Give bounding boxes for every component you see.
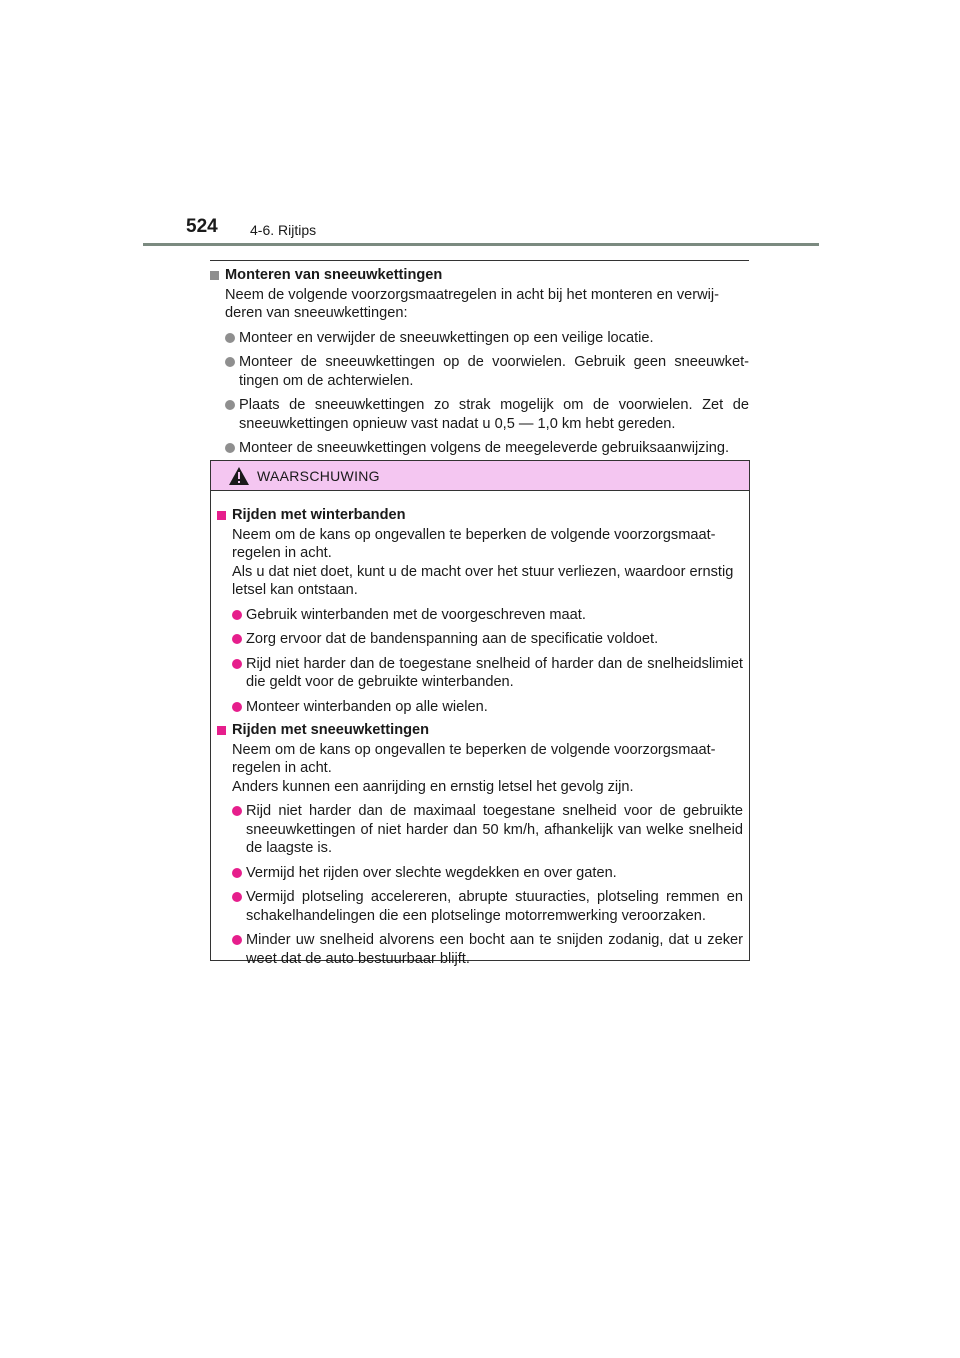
round-bullet-icon [225, 357, 235, 367]
warning-label: WAARSCHUWING [257, 468, 380, 484]
warning-triangle-icon [228, 466, 250, 486]
list-item: Zorg ervoor dat de bandenspanning aan de specificatie voldoet. [217, 630, 743, 649]
round-bullet-icon [225, 400, 235, 410]
winter-tires-consequence: Als u dat niet doet, kunt u de macht over het stuur verliezen, waardoor ernstig letsel kan ontstaan. [232, 563, 734, 598]
round-bullet-icon [232, 610, 242, 620]
snow-chains-warning-consequence: Anders kunnen een aanrijding en ernstig letsel het gevolg zijn. [232, 778, 634, 795]
warning-body [211, 491, 749, 968]
round-bullet-icon [232, 892, 242, 902]
round-bullet-icon [232, 659, 242, 669]
page-number: 524 [186, 216, 218, 237]
square-bullet-icon [217, 726, 226, 735]
list-item: Vermijd het rijden over slechte wegdekken en over gaten. [217, 864, 743, 883]
snow-chains-section [210, 266, 749, 458]
list-item: Monteer de sneeuwkettingen volgens de meegeleverde gebruiksaanwijzing. [210, 439, 749, 458]
list-item: Rijd niet harder dan de maximaal toegestane snelheid voor de gebruikte sneeuwkettingen of niet harder dan 50 km/h, afhankelijk van welke snelheid de laagste is. [217, 802, 743, 858]
list-item: Gebruik winterbanden met de voorgeschreven maat. [217, 606, 743, 625]
header-rule [143, 243, 819, 246]
list-item: Monteer de sneeuwkettingen op de voorwielen. Gebruik geen sneeuwkettingen om de achterwielen. [210, 353, 749, 390]
snow-chains-heading: Monteren van sneeuwkettingen [210, 266, 749, 285]
round-bullet-icon [232, 868, 242, 878]
round-bullet-icon [232, 634, 242, 644]
list-item: Monteer winterbanden op alle wielen. [217, 698, 743, 717]
list-item: Vermijd plotseling accelereren, abrupte stuuracties, plotseling remmen en schakelhandelingen die een plotselinge motorremwerking veroorzaken. [217, 888, 743, 925]
round-bullet-icon [232, 702, 242, 712]
square-bullet-icon [217, 511, 226, 520]
list-item: Rijd niet harder dan de toegestane snelheid of harder dan de snelheidslimiet die geldt voor de gebruikte winterbanden. [217, 655, 743, 692]
snow-chains-warning-intro: Neem om de kans op ongevallen te beperken de volgende voorzorgsmaatregelen in acht. [232, 741, 716, 776]
square-bullet-icon [210, 271, 219, 280]
round-bullet-icon [232, 806, 242, 816]
round-bullet-icon [225, 333, 235, 343]
list-item: Minder uw snelheid alvorens een bocht aan te snijden zodanig, dat u zeker weet dat de auto bestuurbaar blijft. [217, 931, 743, 968]
content-top-rule [210, 260, 749, 261]
warning-box [210, 460, 750, 967]
snow-chains-warning-heading: Rijden met sneeuwkettingen [217, 721, 743, 740]
list-item: Plaats de sneeuwkettingen zo strak mogelijk om de voorwielen. Zet de sneeuwkettingen opnieuw vast nadat u 0,5 — 1,0 km hebt gereden. [210, 396, 749, 433]
list-item: Monteer en verwijder de sneeuwkettingen op een veilige locatie. [210, 329, 749, 348]
warning-header [211, 461, 749, 491]
round-bullet-icon [232, 935, 242, 945]
section-title: 4-6. Rijtips [250, 222, 317, 238]
round-bullet-icon [225, 443, 235, 453]
winter-tires-heading: Rijden met winterbanden [217, 506, 743, 525]
winter-tires-intro: Neem om de kans op ongevallen te beperken de volgende voorzorgsmaatregelen in acht. [232, 526, 716, 561]
snow-chains-intro: Neem de volgende voorzorgsmaatregelen in acht bij het monteren en verwijderen van sneeuwkettingen: [225, 286, 720, 321]
